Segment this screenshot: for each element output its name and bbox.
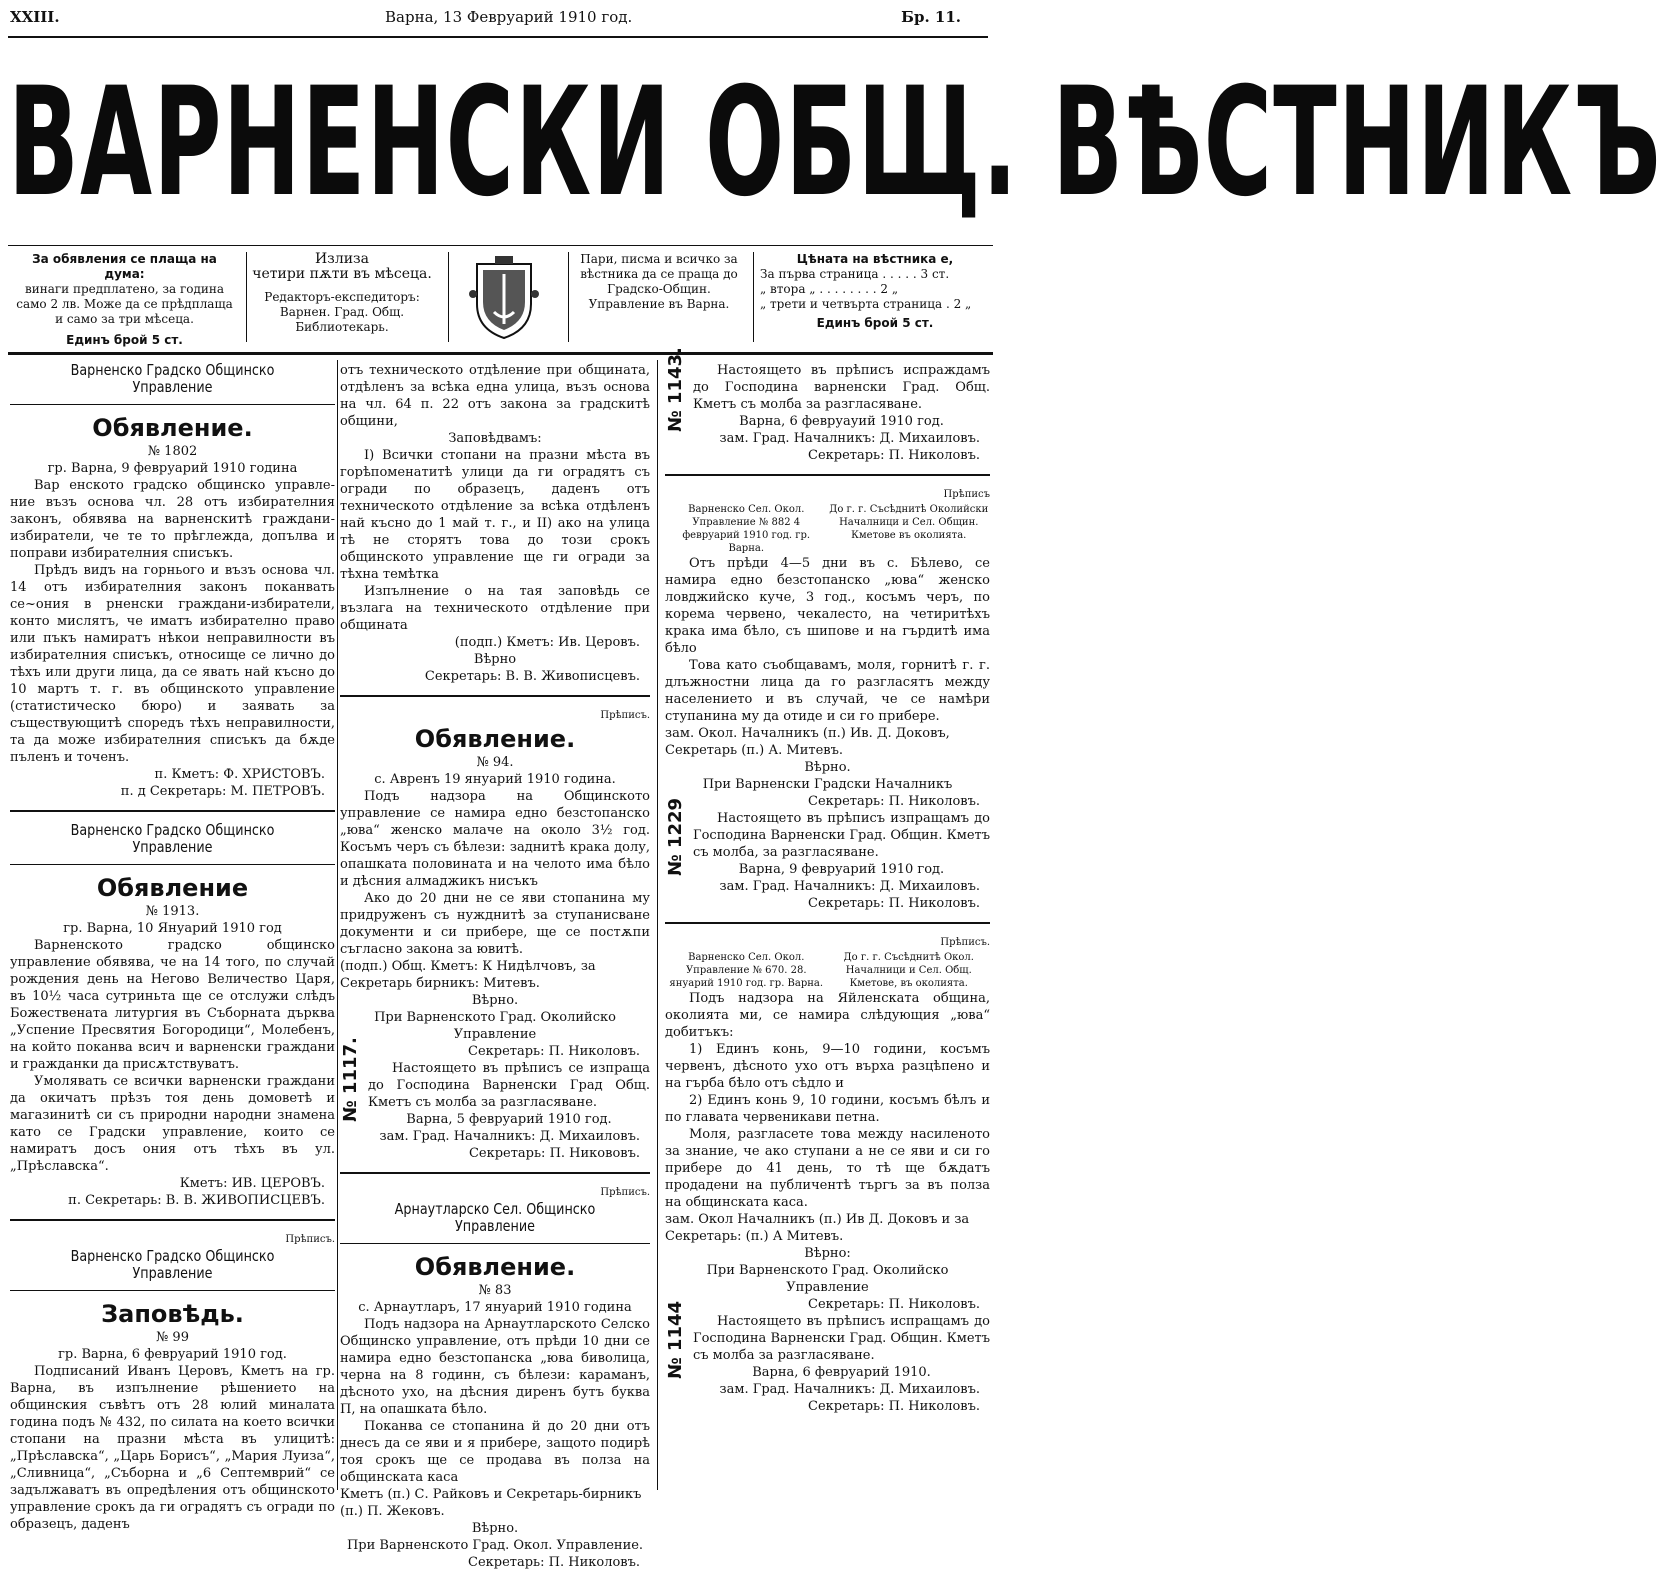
office-line: При Варненски Градски Началникъ	[702, 777, 953, 792]
article-date: гр. Варна, 6 февруарий 1910 год.	[58, 1347, 287, 1362]
signature: п. д Секретарь: М. ПЕТРОВЪ.	[120, 784, 325, 799]
sender-block: Варненско Сел. Окол. Управление № 670. 28. януарий 1910 год. гр. Варна.	[669, 952, 824, 989]
signature: Секретарь: П. Николовъ.	[808, 1297, 980, 1312]
article-paragraph: Настоящето въ прѣписъ испращамъ до Господина Варненски Град. Общин. Кметъ съ молба за разгласяване.	[693, 1314, 990, 1363]
mail-info: Пари, писма и всичко за вѣстника да се праща до Градско-Общин. Управление въ Варна.	[568, 252, 749, 342]
article-number: № 83	[478, 1283, 512, 1298]
article-paragraph: Настоящето въ прѣписъ испраждамъ до Господина варненски Град. Общ. Кметъ съ молба за разгласяване.	[693, 363, 990, 412]
article-paragraph: Отъ прѣди 4—5 дни въ с. Бѣлево, се намира едно безстопанско „юва“ женско ловджийско куче, 3 год., косъмъ черъ, по корема червено, чекалесто, на четиритѣхъ крака има бѣло, съ шипове и на гърдитѣ има бѣло	[665, 556, 990, 656]
article-paragraph: 1) Единъ конь, 9—10 години, косъмъ червенъ, дѣсното ухо отъ върха разцѣпено и на гърба бѣло отъ сѣдло и	[665, 1042, 990, 1091]
verified: Вѣрно:	[804, 1246, 851, 1261]
verified: Вѣрно.	[471, 1521, 519, 1536]
office-line: При Варненското Град. Околийско Управление	[374, 1010, 616, 1042]
verified: Вѣрно	[473, 652, 517, 667]
signature: (подп.) Общ. Кметъ: К Нидѣлчовъ, за Секретарь бирникъ: Митевъ.	[340, 959, 596, 991]
divider	[10, 810, 335, 812]
signature: (подп.) Кметъ: Ив. Церовъ.	[454, 635, 640, 650]
copy-tag: Прѣписъ.	[600, 710, 650, 721]
issue-number: Бр. 11.	[901, 8, 961, 26]
signature: Секретарь: П. Никововъ.	[468, 1146, 640, 1161]
verified: Вѣрно.	[804, 760, 851, 775]
article-date: Варна, 5 февруарий 1910 год.	[406, 1112, 612, 1127]
signature: Секретарь: П. Николовъ.	[808, 794, 980, 809]
article-paragraph: Ако до 20 дни не се яви стопанина му придруженъ съ нужднитѣ за ступанисване документи и си прибере, ще се постѫпи съгласно закона за ювитѣ.	[340, 891, 650, 957]
address-block	[665, 951, 990, 990]
article-number: № 1913.	[145, 904, 200, 919]
article-paragraph: отъ техническото отдѣление при общината, отдѣленъ за всѣка една улица, възъ основа на чл. 64 п. 22 отъ закона за градскитѣ общини,	[340, 363, 650, 429]
article-date: с. Арнаутларъ, 17 януарий 1910 година	[358, 1300, 632, 1315]
article-number: № 1802	[147, 444, 198, 459]
article-title: Обявление	[96, 874, 249, 902]
article-paragraph: Умолявать се всички варненски граждани да окичатъ прѣзъ тоя день домоветѣ и магазинитѣ си съ природни народни знамена като се Градски управление, които се намиратъ досъ ония отъ тѣхъ въ ул. „Прѣславска“.	[10, 1074, 335, 1174]
ads-text: винаги предплатено, за година само 2 лв. Може да се прѣдплаща и само за три мѣсеца.	[16, 282, 233, 326]
top-line	[0, 8, 1001, 38]
divider	[340, 1243, 650, 1244]
signature: п. Секретарь: В. В. ЖИВОПИСЦЕВЪ.	[68, 1193, 325, 1208]
signature: зам. Град. Началникъ: Д. Михаиловъ.	[719, 1382, 980, 1397]
article-paragraph: Подъ надзора на Общинското управление се намира едно безстопанско „юва“ женско малаче на около 3½ год. Косъмъ черъ съ бѣлези: заднитѣ крака долу, опашката половината и на челото има бѣло и дѣсния алмаджикъ нисъкъ	[340, 789, 650, 889]
divider	[10, 404, 335, 405]
article-date: с. Авренъ 19 януарий 1910 година.	[374, 772, 616, 787]
divider	[10, 864, 335, 865]
article-title: Обявление.	[414, 1253, 576, 1281]
signature: Кметъ (п.) С. Райковъ и Секретарь-бирникъ (п.) П. Жековъ.	[340, 1487, 642, 1519]
article-paragraph: Изпълнение о на тая заповѣдь се възлага на техническото отдѣление при общината	[340, 584, 650, 633]
column-divider	[337, 360, 338, 1490]
copy-tag: Прѣписъ.	[940, 937, 990, 948]
divider	[340, 1172, 650, 1174]
price-single: Единъ брой 5 ст.	[816, 316, 934, 330]
signature: Секретарь: П. Николовъ.	[808, 1399, 980, 1414]
copy-tag: Прѣписъ.	[285, 1234, 335, 1245]
article-date: Варна, 6 февруарий 1910.	[752, 1365, 931, 1380]
ads-price: Единъ брой 5 ст.	[66, 333, 183, 347]
top-rule	[8, 36, 988, 38]
divider	[665, 474, 990, 476]
article-paragraph: Подъ надзора на Арнаутларското Селско Общинско управление, отъ прѣди 10 дни се намира едно безстопанска „юва биволица, черна на 8 годинн, съ бѣлези: караманъ, дѣсното ухо, на дѣсния диренъ бутъ буква П, на опашката бѣло.	[340, 1317, 650, 1417]
article-number: № 99	[156, 1330, 189, 1345]
article-title: Обявление.	[92, 414, 253, 442]
price-row: „ втора „ . . . . . . . . 2 „	[760, 282, 899, 296]
num-slot	[665, 347, 693, 464]
signature: Секретарь: В. В. Живописцевъ.	[424, 669, 640, 684]
order-word: Заповѣдвамъ:	[448, 431, 542, 446]
emblem-box	[448, 252, 559, 342]
divider	[10, 1290, 335, 1291]
address-block	[665, 503, 990, 555]
signature: Кметъ: ИВ. ЦЕРОВЪ.	[179, 1176, 325, 1191]
column-3	[665, 347, 990, 1415]
copy-tag: Прѣписъ	[943, 489, 990, 500]
article-paragraph: Настоящето въ прѣписъ се изпраща до Господина Варненски Град Общ. Кметъ съ молба за разгласяване.	[368, 1061, 650, 1110]
coat-of-arms-icon	[469, 254, 539, 340]
registry-number: № 1144	[665, 1300, 686, 1379]
article-title: Обявление.	[414, 725, 576, 753]
signature: Секретарь: П. Николовъ.	[468, 1555, 640, 1570]
signature: п. Кметъ: Ф. ХРИСТОВЪ.	[154, 767, 325, 782]
signature: зам. Окол Началникъ (п.) Ив Д. Доковъ и за Секретарь: (п.) А Митевъ.	[665, 1212, 970, 1244]
recipient-block: До г. г. Съсѣднитѣ Околийски Началници и Сел. Общин. Кметове въ околията.	[829, 504, 989, 541]
masthead-title: ВАРНЕНСКИ ОБЩ. ВѢСТНИКЪ	[8, 56, 1662, 230]
office-line: При Варненското Град. Окол. Управление.	[346, 1538, 644, 1553]
article-header: Арнаутларско Сел. Общинско Управление	[394, 1200, 596, 1235]
signature: зам. Град. Началникъ: Д. Михаиловъ.	[379, 1129, 640, 1144]
column-1	[10, 362, 335, 1533]
recipient-block: До г. г. Съсѣднитѣ Окол. Началници и Сел. Общ. Кметове, въ околията.	[843, 952, 974, 989]
article-paragraph: 2) Единъ конь 9, 10 години, косъмъ бѣлъ и по главата червеникави петна.	[665, 1093, 990, 1125]
price-row: „ трети и четвърта страница . 2 „	[760, 297, 972, 311]
num-slot	[665, 797, 693, 912]
freq-line-2: четири пѫти въ мѣсеца.	[252, 266, 432, 282]
article-date: гр. Варна, 10 Януарий 1910 год	[63, 921, 282, 936]
signature: зам. Град. Началникъ: Д. Михаиловъ.	[719, 431, 980, 446]
article-header: Варненско Градско Общинско Управление	[70, 1247, 275, 1282]
signature: Секретарь: П. Николовъ.	[808, 896, 980, 911]
info-bar	[8, 245, 993, 351]
verified: Вѣрно.	[471, 993, 519, 1008]
signature: зам. Град. Началникъ: Д. Михаиловъ.	[719, 879, 980, 894]
price-row: За първа страница . . . . . 3 ст.	[760, 267, 950, 281]
article-paragraph: I) Всички стопани на празни мѣста въ горѣпоменатитѣ улици да ги оградятъ съ огради по образецъ, даденъ отъ техническото отдѣление за всѣка отдѣленъ най късно до 1 май т. г., и II) ако на улица тѣ не сторятъ това до този срокъ общинското управление ще ги огради за тѣхна темѣтка	[340, 448, 650, 582]
article-paragraph: Вар енското градско общинско управле-ние възъ основа чл. 28 отъ избирателния законъ, обявява на варненскитѣ граждани- избиратели, че те то прѣглежда, допълва и поправи избирателния списъкъ.	[10, 478, 335, 561]
registry-number: № 1143.	[665, 347, 686, 432]
article-number: № 94.	[476, 755, 514, 770]
article-paragraph: Подъ надзора на Яйленската община, околията ми, се намира слѣдующия „юва“ добитъкъ:	[665, 991, 990, 1040]
article-paragraph: Моля, разгласете това между насиленото за знание, че ако ступани а не се яви и си го прибере до 41 день, то тѣ ще бѫдатъ продадени на публичентѣ търгъ за въ полза на общинската каса.	[665, 1127, 990, 1210]
signature: Секретарь: П. Николовъ.	[808, 448, 980, 463]
num-slot	[340, 1037, 368, 1162]
article-header: Варненско Градско Общинско Управление	[70, 821, 275, 856]
divider	[665, 922, 990, 924]
signature: Секретарь: П. Николовъ.	[468, 1044, 640, 1059]
issue-date: Варна, 13 Февруарий 1910 год.	[385, 8, 633, 26]
article-date: гр. Варна, 9 февруарий 1910 година	[47, 461, 298, 476]
column-2	[340, 362, 650, 1571]
price-title: Цѣната на вѣстника е,	[796, 252, 954, 266]
price-info	[753, 252, 990, 342]
article-paragraph: Настоящето въ прѣписъ изпращамъ до Господина Варненски Град. Общин. Кметъ съ молба, за разгласяване.	[693, 811, 990, 860]
volume-number: XXIII.	[10, 8, 60, 26]
article-paragraph: Подписаний Иванъ Церовъ, Кметъ на гр. Варна, въ изпълнение рѣшението на общинския съвѣтъ отъ 28 юлий миналата година подъ № 432, по силата на което всички стопани на празни мѣста въ улицитѣ: „Прѣславска“, „Царь Борисъ“, „Мария Луиза“, „Сливница“, „Съборна и „6 Септемврий“ се задължаватъ въ опредѣления отъ общинското управление срокъ да ги оградятъ съ огради по образецъ, даденъ	[10, 1364, 335, 1532]
article-paragraph: Прѣдъ видъ на горнього и възъ основа чл. 14 отъ избирателния законъ поканвать се~ония в рненски граждани-избиратели, конто мислятъ, че иматъ избирателно право или пъкъ намиратъ нѣкои неправилности въ избирателния списъкъ, относище се лично до тѣхъ или други лица, да се явать най късно до 10 мартъ т. г. въ общинското управление (статистическо бюро) и заявать за съществующитѣ споредъ тѣхъ неправилности, та да може избирателния списъкъ да бѫде пъленъ и точенъ.	[10, 563, 335, 765]
registry-number: № 1117.	[340, 1037, 361, 1122]
ads-title: За обявления се плаща на дума:	[32, 252, 217, 281]
copy-tag: Прѣписъ.	[600, 1187, 650, 1198]
divider	[10, 1219, 335, 1221]
article-paragraph: Това като съобщавамъ, моля, горнитѣ г. г. длъжностни лица да го разгласятъ между населението и въ случай, че се намѣри ступанина му да отиде и си го прибере.	[665, 658, 990, 724]
article-title: Заповѣдь.	[101, 1300, 244, 1328]
article-date: Варна, 9 февруарий 1910 год.	[738, 862, 945, 877]
article-header: Варненско Градско Общинско Управление	[70, 361, 275, 396]
office-line: При Варненското Град. Околийско Управление	[706, 1263, 949, 1295]
frequency-info	[246, 252, 437, 342]
article-paragraph: Варненското градско общинско управление обявява, че на 14 того, по случай рождения день на Негово Величество Царя, въ 10½ часа сутриньта ще се отслужи слѣдъ Божествената литургия въ Съборната дърква „Успение Пресвятия Богородици“, Молебенъ, на който поканва всич и варненски граждани и гражданки да присѫтствуватъ.	[10, 938, 335, 1072]
column-divider	[657, 360, 658, 1490]
sender-block: Варненско Сел. Окол. Управление № 882 4 февруарий 1910 год. гр. Варна.	[682, 504, 811, 554]
editor-info: Редакторъ-експедиторъ: Варнен. Град. Общ. Библиотекарь.	[264, 290, 420, 334]
article-date: Варна, 6 февруауий 1910 год.	[739, 414, 944, 429]
registry-number: № 1229	[665, 797, 686, 876]
freq-line-1: Излиза	[314, 251, 370, 267]
header-rule	[8, 352, 993, 355]
article-paragraph: Поканва се стопанина й до 20 дни отъ днесъ да се яви и я прибере, защото подирѣ тоя срокъ ще се продава въ полза на общинската каса	[340, 1419, 650, 1485]
signature: зам. Окол. Началникъ (п.) Ив. Д. Доковъ, Секретарь (п.) А. Митевъ.	[665, 726, 950, 758]
ads-info	[12, 252, 237, 348]
num-slot	[665, 1300, 693, 1415]
divider	[340, 695, 650, 697]
